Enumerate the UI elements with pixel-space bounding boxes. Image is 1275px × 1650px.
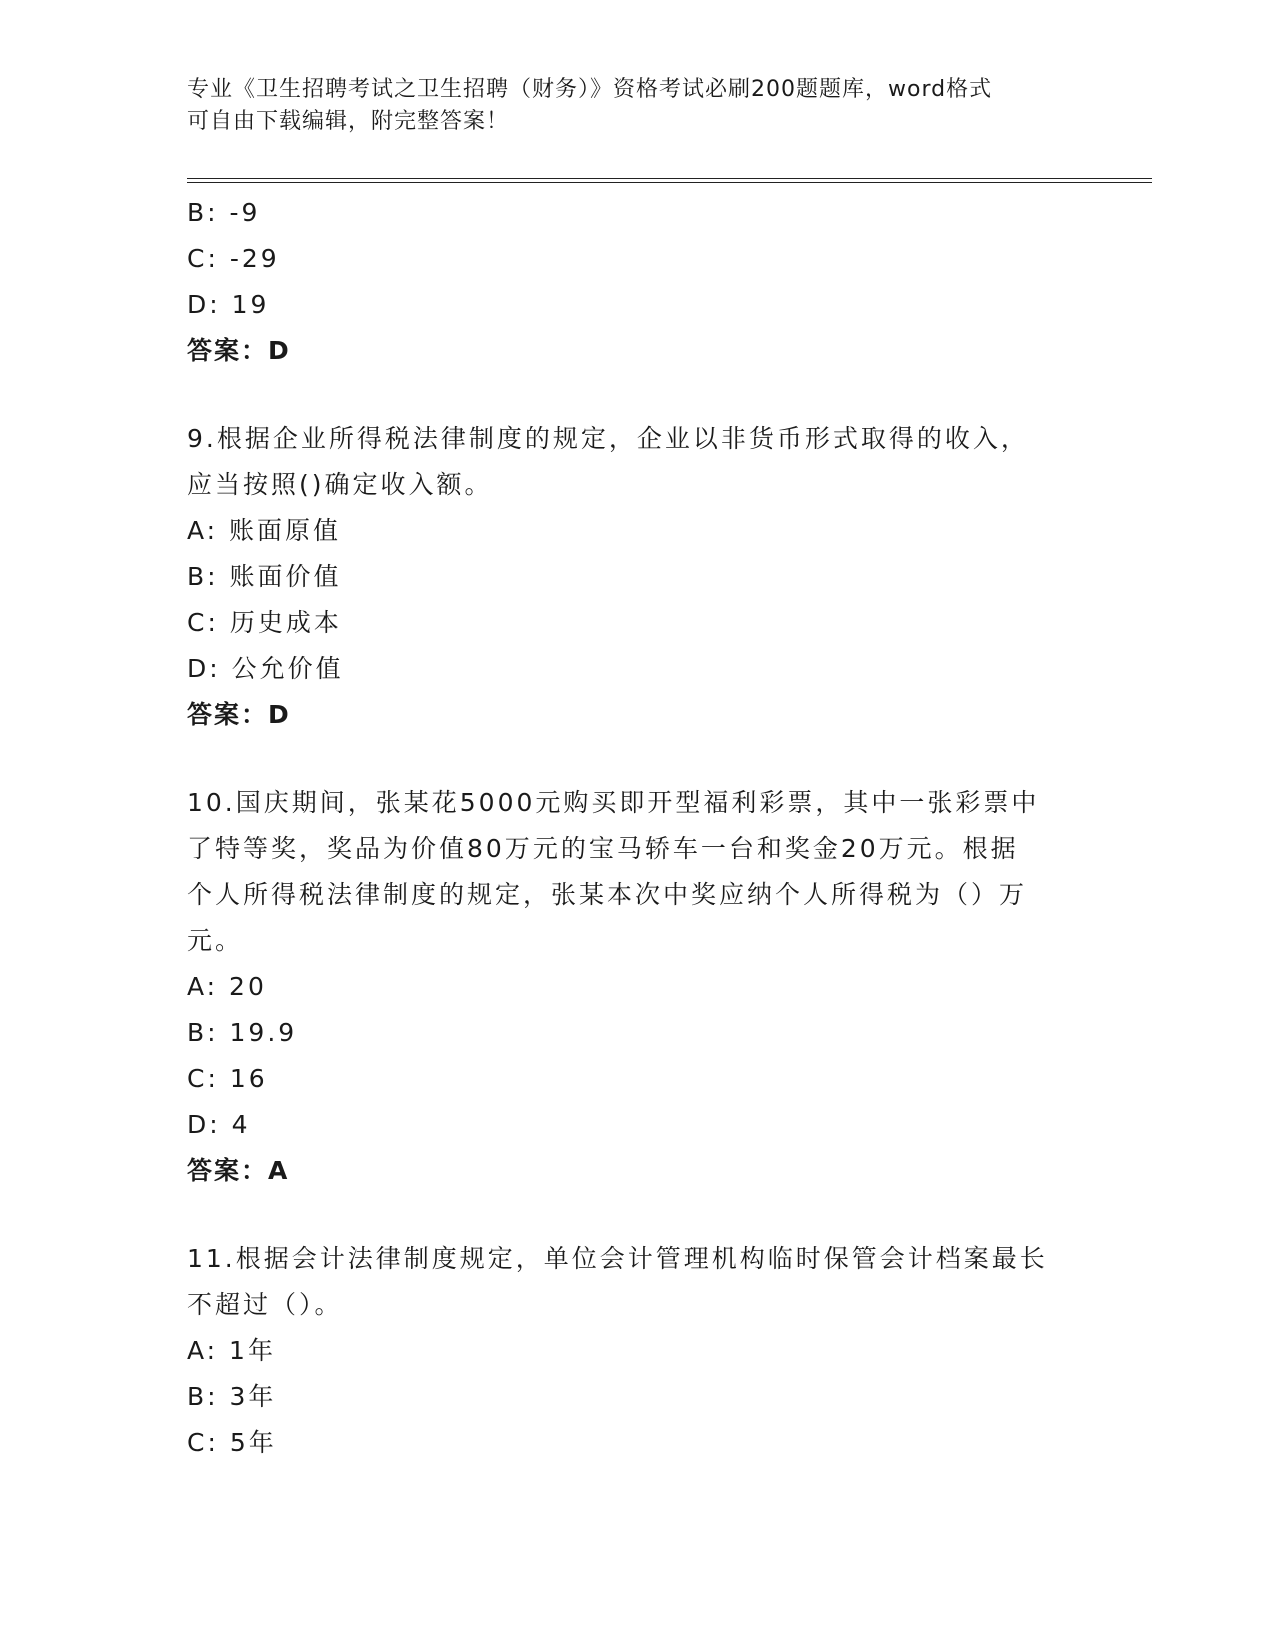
option-d: D: 19	[187, 290, 270, 319]
question-text-line: 不超过（）。	[187, 1290, 343, 1319]
option-b: B: 3年	[187, 1382, 277, 1411]
answer-line: 答案：D	[187, 336, 291, 365]
question-content	[187, 190, 1087, 1466]
header-line-1: 专业《卫生招聘考试之卫生招聘（财务）》资格考试必刷200题题库，word格式	[187, 77, 993, 102]
option-d: D: 4	[187, 1110, 251, 1139]
question-text-line: 10.国庆期间，张某花5000元购买即开型福利彩票，其中一张彩票中	[187, 788, 1040, 817]
option-b: B: 19.9	[187, 1018, 298, 1047]
answer-line: 答案：A	[187, 1156, 290, 1185]
option-a: A: 20	[187, 972, 267, 1001]
option-b: B: 账面价值	[187, 562, 342, 591]
question-text-line: 9.根据企业所得税法律制度的规定，企业以非货币形式取得的收入，	[187, 424, 1029, 453]
option-a: A: 账面原值	[187, 516, 342, 545]
header-rule-bottom	[187, 182, 1152, 183]
option-c: C: -29	[187, 244, 280, 273]
option-c: C: 5年	[187, 1428, 277, 1457]
option-c: C: 历史成本	[187, 608, 342, 637]
page-header	[187, 74, 1067, 138]
header-rule-top	[187, 178, 1152, 179]
option-c: C: 16	[187, 1064, 268, 1093]
question-9-block	[187, 416, 1087, 738]
question-text-line: 元。	[187, 926, 244, 955]
option-b: B: -9	[187, 198, 261, 227]
question-text-line: 应当按照()确定收入额。	[187, 470, 493, 499]
question-text-line: 了特等奖，奖品为价值80万元的宝马轿车一台和奖金20万元。根据	[187, 834, 1019, 863]
spacer	[187, 1194, 1087, 1236]
question-text-line: 11.根据会计法律制度规定，单位会计管理机构临时保管会计档案最长	[187, 1244, 1048, 1273]
question-text-line: 个人所得税法律制度的规定，张某本次中奖应纳个人所得税为（）万	[187, 880, 1028, 909]
header-line-2: 可自由下载编辑，附完整答案！	[187, 109, 510, 134]
answer-line: 答案：D	[187, 700, 291, 729]
question-10-block	[187, 780, 1087, 1194]
option-d: D: 公允价值	[187, 654, 344, 683]
spacer	[187, 374, 1087, 416]
spacer	[187, 738, 1087, 780]
option-a: A: 1年	[187, 1336, 276, 1365]
question-8-block	[187, 190, 1087, 374]
question-11-block	[187, 1236, 1087, 1466]
